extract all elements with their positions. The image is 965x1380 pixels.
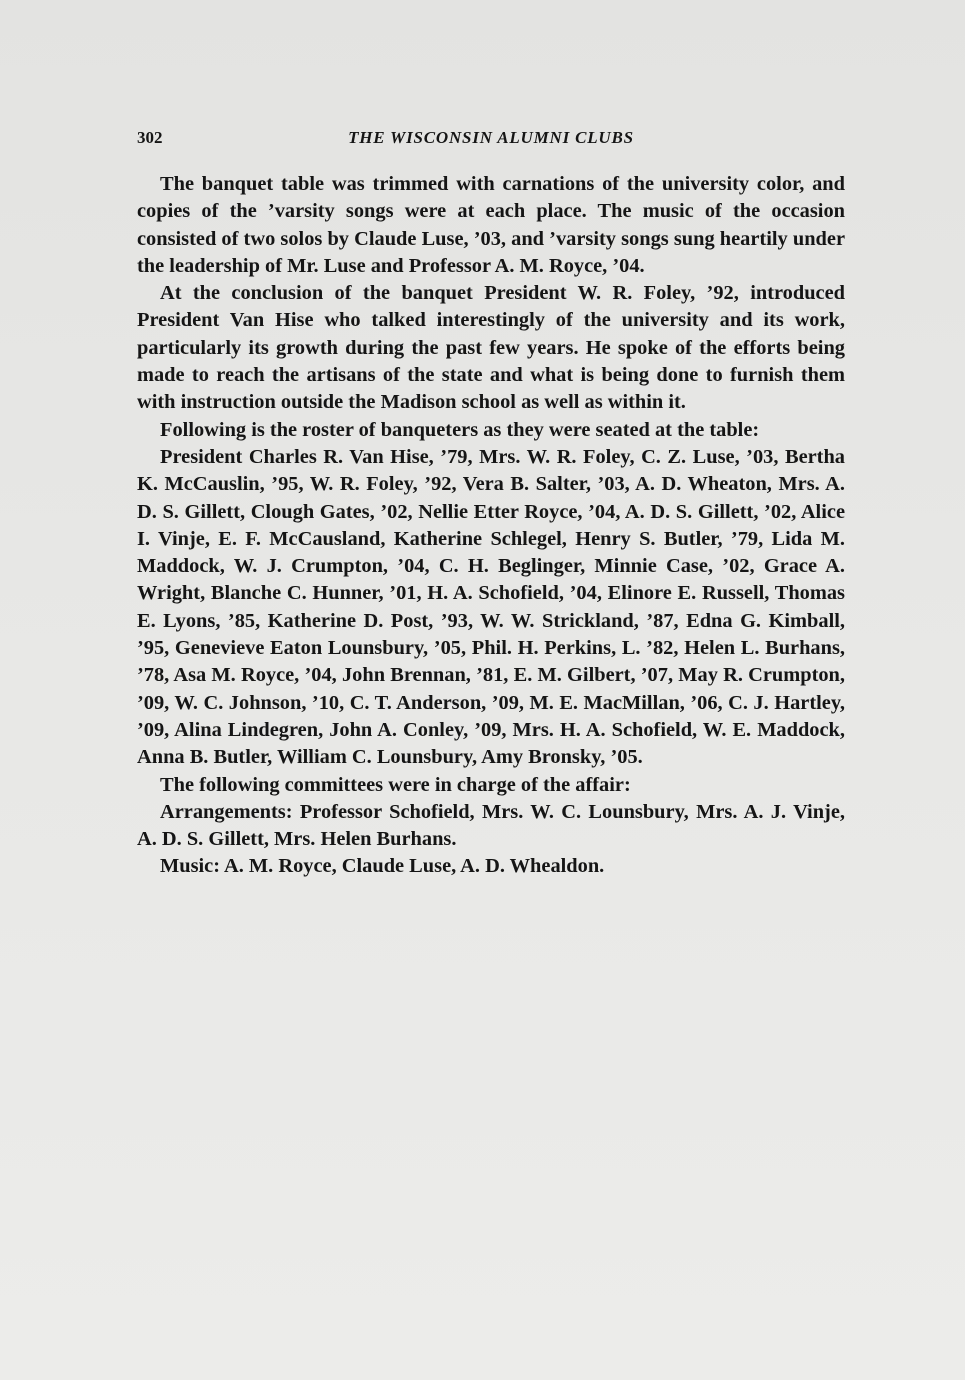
paragraph-banquet-table: The banquet table was trimmed with carnations of the university color, and copies of the ’varsity songs were at each place. The music of the occasion consisted of two solos by Claude Luse, ’03, and ’varsity songs sung heartily under the leadership of Mr. Luse and Professor A. M. Royce, ’04.	[137, 173, 845, 277]
running-head	[137, 128, 845, 152]
paragraph-arrangements: Arrangements: Professor Schofield, Mrs. W. C. Lounsbury, Mrs. A. J. Vinje, A. D. S. Gillett, Mrs. Helen Burhans.	[137, 800, 845, 851]
paragraph-music: Music: A. M. Royce, Claude Luse, A. D. Whealdon.	[160, 855, 605, 878]
page-number: 302	[137, 128, 163, 147]
paragraph-committees-intro: The following committees were in charge of the affair:	[160, 773, 631, 796]
paragraph-roster: President Charles R. Van Hise, ’79, Mrs. W. R. Foley, C. Z. Luse, ’03, Bertha K. McCauslin, ’95, W. R. Foley, ’92, Vera B. Salter, ’03, A. D. Wheaton, Mrs. A. D. S. Gillett, Clough Gates, ’02, Nellie Etter Royce, ’04, A. D. S. Gillett, ’02, Alice I. Vinje, E. F. McCausland, Katherine Schlegel, Henry S. Butler, ’79, Lida M. Maddock, W. J. Crumpton, ’04, C. H. Beglinger, Minnie Case, ’02, Grace A. Wright, Blanche C. Hunner, ’01, H. A. Schofield, ’04, Elinore E. Russell, Thomas E. Lyons, ’85, Katherine D. Post, ’93, W. W. Strickland, ’87, Edna G. Kimball, ’95, Genevieve Eaton Lounsbury, ’05, Phil. H. Perkins, L. ’82, Helen L. Burhans, ’78, Asa M. Royce, ’04, John Brennan, ’81, E. M. Gilbert, ’07, May R. Crumpton, ’09, W. C. Johnson, ’10, C. T. Anderson, ’09, M. E. MacMillan, ’06, C. J. Hartley, ’09, Alina Lindegren, John A. Conley, ’09, Mrs. H. A. Schofield, W. E. Maddock, Anna B. Butler, William C. Lounsbury, Amy Bronsky, ’05.	[137, 445, 845, 769]
paragraph-roster-intro: Following is the roster of banqueters as they were seated at the table:	[160, 418, 760, 441]
paragraph-conclusion: At the conclusion of the banquet President W. R. Foley, ’92, introduced President Van Hise who talked interestingly of the university and its work, particularly its growth during the past few years. He spoke of the efforts being made to reach the artisans of the state and what is being done to furnish them with instruction outside the Madison school as well as within it.	[137, 282, 845, 414]
running-title: THE WISCONSIN ALUMNI CLUBS	[348, 128, 634, 147]
body-text	[137, 171, 845, 881]
